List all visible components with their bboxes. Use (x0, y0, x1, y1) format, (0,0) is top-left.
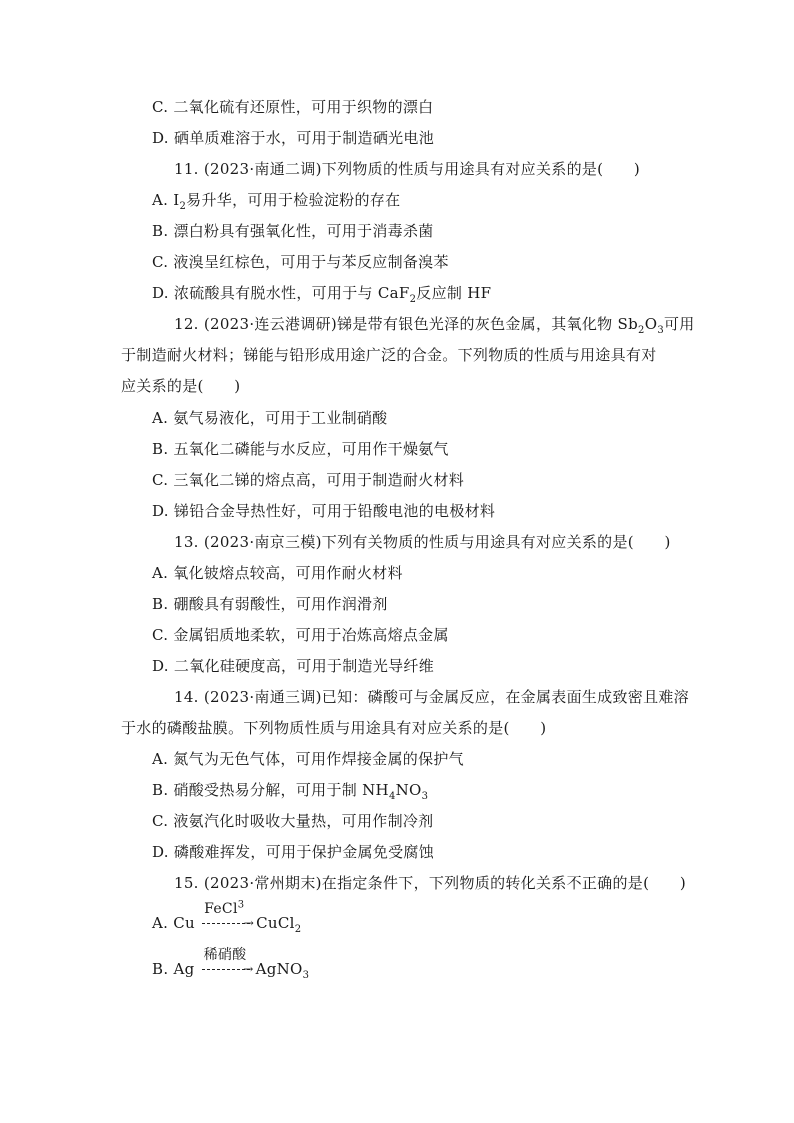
question-13-option-b: B. 硼酸具有弱酸性，可用作润滑剂 (152, 595, 388, 613)
question-12-option-b: B. 五氧化二磷能与水反应，可用作干燥氨气 (152, 440, 449, 458)
question-15-option-b: B. Ag 稀硝酸 → AgNO$_3$ (152, 947, 310, 981)
reaction-condition-b: 稀硝酸 (203, 947, 247, 963)
question-13-option-a: A. 氧化铍熔点较高，可用作耐火材料 (152, 564, 403, 582)
arrow-head-icon: → (243, 916, 255, 930)
question-11-option-b: B. 漂白粉具有强氧化性，可用于消毒杀菌 (152, 222, 434, 240)
option-d-prev: D. 硒单质难溶于水，可用于制造硒光电池 (152, 129, 435, 147)
question-11-option-d: D. 浓硫酸具有脱水性，可用于与 CaF$_2$反应制 HF (152, 284, 492, 305)
question-11-option-c: C. 液溴呈红棕色，可用于与苯反应制备溴苯 (152, 253, 449, 271)
question-15-stem: 15. (2023·常州期末)在指定条件下，下列物质的转化关系不正确的是( ) (174, 874, 686, 892)
question-11-stem: 11. (2023·南通二调)下列物质的性质与用途具有对应关系的是( ) (174, 160, 641, 178)
reaction-arrow-a (202, 899, 255, 933)
reaction-condition-a: FeCl$^3$ (204, 899, 245, 917)
question-11-option-a: A. $I_2$易升华，可用于检验淀粉的存在 (152, 191, 401, 212)
question-14-option-a: A. 氮气为无色气体，可用作焊接金属的保护气 (152, 750, 464, 768)
question-12-stem-line-2: 于制造耐火材料；锑能与铅形成用途广泛的合金。下列物质的性质与用途具有对 (121, 346, 657, 364)
question-13-stem: 13. (2023·南京三模)下列有关物质的性质与用途具有对应关系的是( ) (174, 533, 671, 551)
question-12-stem-line-3: 应关系的是( ) (121, 377, 241, 395)
question-14-stem-line-1: 14. (2023·南通三调)已知：磷酸可与金属反应，在金属表面生成致密且难溶 (174, 688, 689, 706)
question-14-option-c: C. 液氨汽化时吸收大量热，可用作制冷剂 (152, 812, 434, 830)
arrow-head-icon: → (243, 962, 254, 976)
reaction-arrow-b (202, 947, 254, 979)
question-12-option-d: D. 锑铅合金导热性好，可用于铅酸电池的电极材料 (152, 502, 496, 520)
question-12-stem-line-1: 12. (2023·连云港调研)锑是带有银色光泽的灰色金属，其氧化物 $Sb_2O_3$可用 (174, 315, 695, 336)
question-15-option-a: A. Cu FeCl$^3$ → CuCl$_2$ (152, 899, 302, 935)
question-13-option-c: C. 金属铝质地柔软，可用于冶炼高熔点金属 (152, 626, 449, 644)
question-12-option-c: C. 三氧化二锑的熔点高，可用于制造耐火材料 (152, 471, 465, 489)
question-14-option-d: D. 磷酸难挥发，可用于保护金属免受腐蚀 (152, 843, 435, 861)
option-c-prev: C. 二氧化硫有还原性，可用于织物的漂白 (152, 98, 434, 116)
question-13-option-d: D. 二氧化硅硬度高，可用于制造光导纤维 (152, 657, 435, 675)
question-12-option-a: A. 氨气易液化，可用于工业制硝酸 (152, 409, 388, 427)
question-14-stem-line-2: 于水的磷酸盐膜。下列物质性质与用途具有对应关系的是( ) (121, 719, 547, 737)
question-14-option-b: B. 硝酸受热易分解，可用于制 $NH_4NO_3$ (152, 781, 429, 802)
